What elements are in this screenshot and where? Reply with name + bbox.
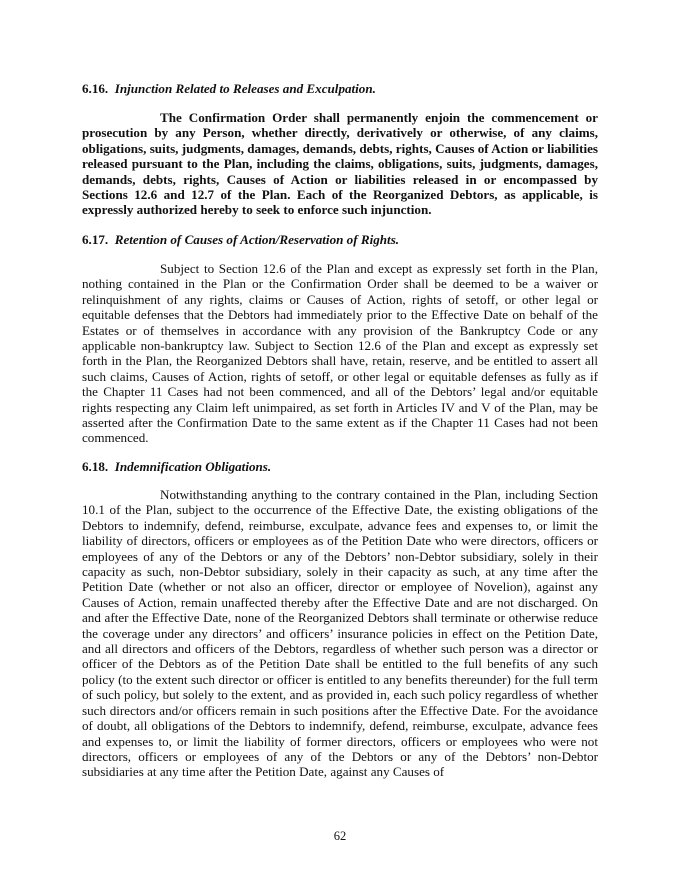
section-title: Retention of Causes of Action/Reservation of Rights.: [114, 232, 400, 247]
section-body-6-18: [82, 487, 598, 780]
paragraph: Notwithstanding anything to the contrary contained in the Plan, including Section 10.1 of the Plan, subject to the occurrence of the Effective Date, the existing obligations of the Debtors to indemnify, defend, reimburse, exculpate, advance fees and expenses to, or limit the liability of directors, officers or employees as of the Petition Date who were directors, officers or employees of any of the Debtors or any of the Debtors’ non-Debtor subsidiary, solely in their capacity as such, non-Debtor subsidiary, solely in their capacity as such, at any time after the Petition Date (whether or not also an officer, director or employee of Novelion), against any Causes of Action, remain unaffected thereby after the Effective Date and are not discharged. On and after the Effective Date, none of the Reorganized Debtors shall terminate or otherwise reduce the coverage under any directors’ and officers’ insurance policies in effect on the Petition Date, and all directors and officers of the Debtors, regardless of whether such person was a director or officer of the Debtors as of the Petition Date shall be entitled to the full benefits of any such policy (to the extent such director or officer is entitled to any benefits thereunder) for the full term of such policy, but solely to the extent, and as provided in, each such policy regardless of whether such directors and/or officers remain in such positions after the Effective Date. For the avoidance of doubt, all obligations of the Debtors to indemnify, defend, reimburse, exculpate, advance fees and expenses to, or limit the liability of former directors, officers or employees who were not directors, officers or employees of any of the Debtors or any of the Debtors’ non-Debtor subsidiaries at any time after the Petition Date, against any Causes of: [82, 487, 598, 780]
section-number: 6.16.: [82, 81, 109, 96]
paragraph: The Confirmation Order shall permanently enjoin the commencement or prosecution by any Person, whether directly, derivatively or otherwise, of any claims, obligations, suits, judgments, damages, demands, debts, rights, Causes of Action or liabilities released pursuant to the Plan, including the claims, obligations, suits, judgments, damages, demands, debts, rights, Causes of Action or liabilities released in or encompassed by Sections 12.6 and 12.7 of the Plan. Each of the Reorganized Debtors, as applicable, is expressly authorized hereby to seek to enforce such injunction.: [82, 110, 598, 218]
paragraph: Subject to Section 12.6 of the Plan and except as expressly set forth in the Plan, nothing contained in the Plan or the Confirmation Order shall be deemed to be a waiver or relinquishment of any rights, claims or Causes of Action, rights of setoff, or other legal or equitable defenses that the Debtors had immediately prior to the Effective Date on behalf of the Estates or of themselves in accordance with any provision of the Bankruptcy Code or any applicable non-bankruptcy law. Subject to Section 12.6 of the Plan and except as expressly set forth in the Plan, the Reorganized Debtors shall have, retain, reserve, and be entitled to assert all such claims, Causes of Action, rights of setoff, or other legal or equitable defenses as fully as if the Chapter 11 Cases had not been commenced, and all of the Debtors’ legal and/or equitable rights respecting any Claim left unimpaired, as set forth in Articles IV and V of the Plan, may be asserted after the Confirmation Date to the same extent as if the Chapter 11 Cases had not been commenced.: [82, 261, 598, 446]
section-number: 6.17.: [82, 232, 109, 247]
section-title: Injunction Related to Releases and Exculpation.: [114, 81, 376, 96]
section-heading-6-16: [82, 81, 602, 96]
section-heading-6-18: [82, 459, 602, 474]
section-number: 6.18.: [82, 459, 109, 474]
section-title: Indemnification Obligations.: [114, 459, 272, 474]
section-heading-6-17: [82, 232, 602, 247]
section-body-6-17: [82, 261, 598, 446]
section-body-6-16: [82, 110, 598, 218]
page-number: 62: [333, 829, 347, 843]
